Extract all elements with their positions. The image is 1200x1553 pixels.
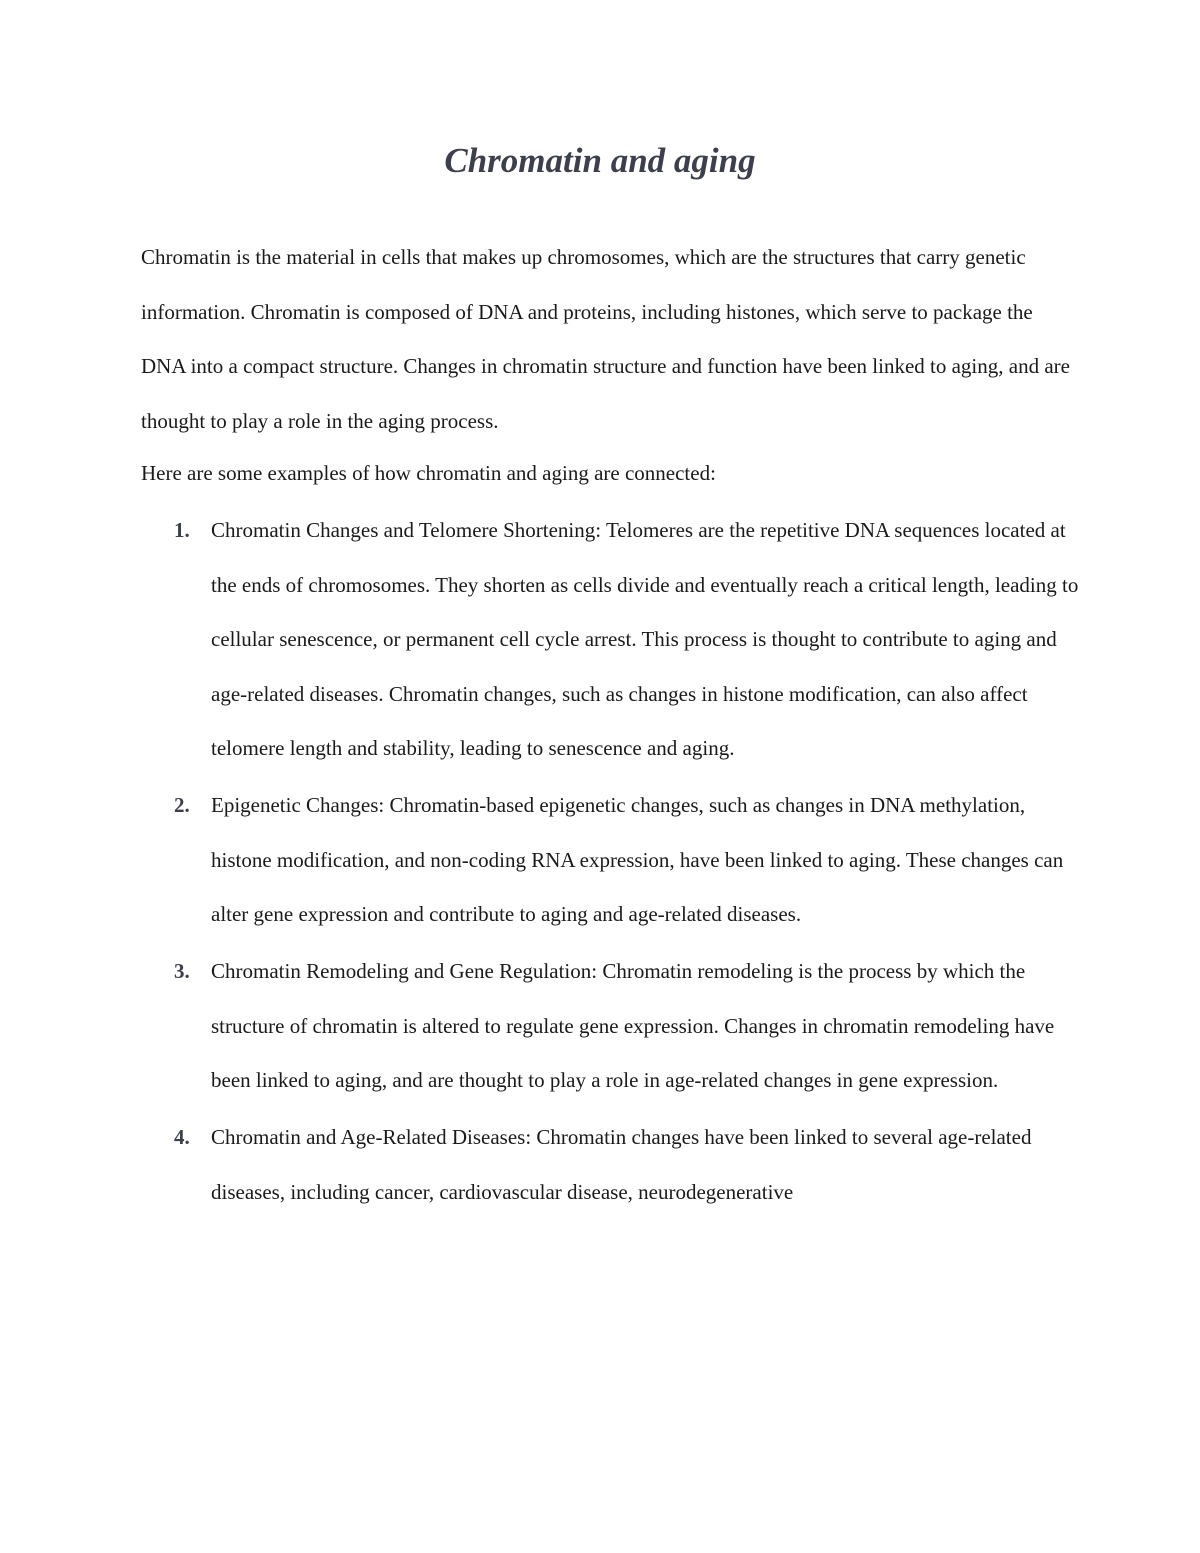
list-item-number: 4. [174,1125,190,1149]
list-item [0,1110,1200,1219]
document-title: Chromatin and aging [444,141,756,180]
lead-paragraph: Here are some examples of how chromatin and aging are connected: [141,461,716,485]
list-item-number: 2. [174,793,190,817]
list-item [0,778,1200,942]
numbered-list [0,503,1200,1222]
list-item-text: Epigenetic Changes: Chromatin-based epigenetic changes, such as changes in DNA methylation, histone modification, and non-coding RNA expression, have been linked to aging. These changes can alter gene expression and contribute to aging and age-related diseases. [211,793,1064,926]
list-item-text: Chromatin Remodeling and Gene Regulation: Chromatin remodeling is the process by which the structure of chromatin is altered to regulate gene expression. Changes in chromatin remodeling have been linked to aging, and are thought to play a role in age-related changes in gene expression. [211,959,1055,1092]
list-item-text: Chromatin and Age-Related Diseases: Chromatin changes have been linked to several age-related diseases, including cancer, cardiovascular disease, neurodegenerative [211,1125,1032,1204]
list-item [0,503,1200,776]
list-item-text: Chromatin Changes and Telomere Shortening: Telomeres are the repetitive DNA sequences located at the ends of chromosomes. They shorten as cells divide and eventually reach a critical length, leading to cellular senescence, or permanent cell cycle arrest. This process is thought to contribute to aging and age-related diseases. Chromatin changes, such as changes in histone modification, can also affect telomere length and stability, leading to senescence and aging. [211,518,1079,760]
list-item-number: 1. [174,518,190,542]
intro-paragraph: Chromatin is the material in cells that makes up chromosomes, which are the structures that carry genetic information. Chromatin is composed of DNA and proteins, including histones, which serve to package the DNA into a compact structure. Changes in chromatin structure and function have been linked to aging, and are thought to play a role in the aging process. [141,245,1070,433]
list-item-number: 3. [174,959,190,983]
list-item [0,944,1200,1108]
